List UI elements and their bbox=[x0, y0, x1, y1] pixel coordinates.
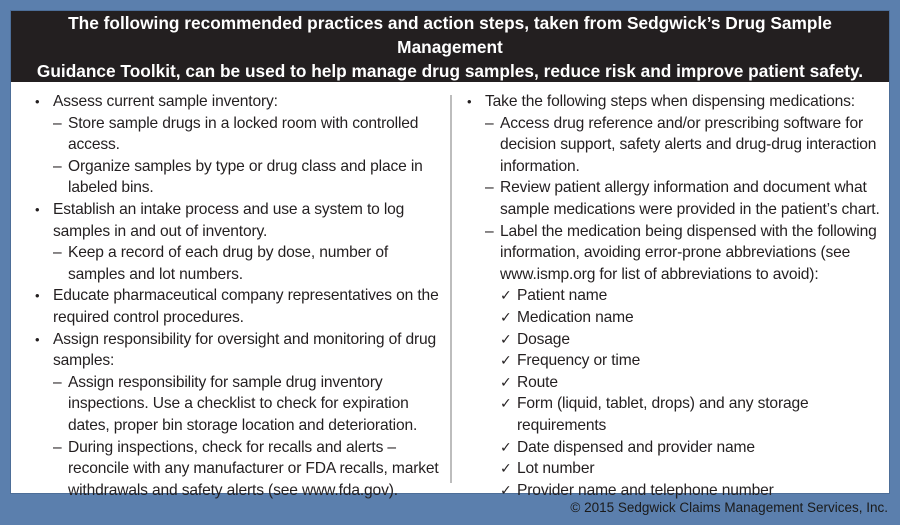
sub-item bbox=[53, 242, 445, 285]
sub-item bbox=[53, 113, 445, 156]
bullet-icon: • bbox=[35, 288, 40, 304]
checklist-item bbox=[500, 393, 882, 436]
dash-icon: – bbox=[53, 114, 62, 132]
checklist-text: Medication name bbox=[517, 308, 634, 326]
checklist-text: Dosage bbox=[517, 330, 570, 348]
sub-item bbox=[485, 113, 882, 178]
sub-item-text: Review patient allergy information and document what sample medications were provided in the patient’s chart. bbox=[500, 179, 880, 218]
sub-item-text: Label the medication being dispensed with the following information, avoiding error-prone abbreviations (see www.ismp.org for list of abbreviations to avoid): bbox=[500, 222, 877, 283]
sub-item-text: Access drug reference and/or prescribing software for decision support, safety alerts and drug-drug interaction information. bbox=[500, 114, 877, 175]
dash-icon: – bbox=[485, 222, 494, 240]
sub-item bbox=[53, 437, 445, 502]
checklist-item bbox=[500, 307, 882, 329]
right-bullet-list bbox=[457, 91, 882, 501]
checklist-item bbox=[500, 285, 882, 307]
left-bullet-list bbox=[25, 91, 445, 501]
header-line-2: Guidance Toolkit, can be used to help manage drug samples, reduce risk and improve patient safety. bbox=[36, 60, 864, 81]
sub-item-text: During inspections, check for recalls and alerts – reconcile with any manufacturer or FDA recalls, market withdrawals and safety alerts (see www.fda.gov). bbox=[68, 438, 439, 499]
check-icon: ✓ bbox=[500, 373, 512, 390]
list-item bbox=[25, 285, 445, 328]
list-item bbox=[25, 199, 445, 285]
checklist-item bbox=[500, 329, 882, 351]
column-divider bbox=[450, 95, 452, 483]
sub-item-text: Store sample drugs in a locked room with controlled access. bbox=[68, 114, 419, 154]
sub-list bbox=[485, 113, 882, 502]
list-item bbox=[457, 91, 882, 501]
sub-item bbox=[53, 156, 445, 199]
dash-icon: – bbox=[53, 373, 62, 391]
checklist-text: Date dispensed and provider name bbox=[517, 438, 755, 456]
checklist-text: Lot number bbox=[517, 460, 595, 478]
sub-item-text: Assign responsibility for sample drug inventory inspections. Use a checklist to check for expiration dates, proper bin storage location and deterioration. bbox=[68, 373, 418, 434]
header-line-1: The following recommended practices and action steps, taken from Sedgwick’s Drug Sample Management bbox=[68, 12, 832, 57]
checklist-item bbox=[500, 350, 882, 372]
sub-item-text: Keep a record of each drug by dose, number of samples and lot numbers. bbox=[68, 244, 389, 283]
check-icon: ✓ bbox=[500, 438, 512, 455]
checklist-item bbox=[500, 458, 882, 480]
dash-icon: – bbox=[485, 114, 494, 132]
bullet-icon: • bbox=[35, 201, 40, 217]
item-text: Assign responsibility for oversight and monitoring of drug samples: bbox=[53, 330, 437, 370]
right-column bbox=[457, 91, 882, 501]
check-icon: ✓ bbox=[500, 352, 512, 369]
checklist bbox=[500, 285, 882, 501]
left-column bbox=[25, 91, 445, 501]
check-icon: ✓ bbox=[500, 460, 512, 477]
checklist-text: Patient name bbox=[517, 287, 608, 305]
checklist-text: Form (liquid, tablet, drops) and any storage requirements bbox=[517, 395, 809, 434]
check-icon: ✓ bbox=[500, 395, 512, 412]
copyright-notice: © 2015 Sedgwick Claims Management Services, Inc. bbox=[570, 500, 888, 515]
sub-list bbox=[53, 242, 445, 285]
item-text: Establish an intake process and use a system to log samples in and out of inventory. bbox=[53, 200, 405, 240]
bullet-icon: • bbox=[35, 94, 40, 109]
check-icon: ✓ bbox=[500, 330, 512, 347]
check-icon: ✓ bbox=[500, 308, 512, 325]
item-text: Educate pharmaceutical company representatives on the required control procedures. bbox=[53, 287, 439, 326]
sub-item bbox=[485, 177, 882, 220]
item-text: Assess current sample inventory: bbox=[53, 93, 278, 110]
sub-item-text: Organize samples by type or drug class and place in labeled bins. bbox=[68, 157, 423, 197]
sub-list bbox=[53, 372, 445, 502]
list-item bbox=[25, 329, 445, 502]
sub-item bbox=[53, 372, 445, 437]
item-text: Take the following steps when dispensing medications: bbox=[485, 93, 855, 110]
intro-header bbox=[11, 11, 889, 82]
check-icon: ✓ bbox=[500, 481, 512, 498]
checklist-text: Route bbox=[517, 373, 558, 391]
sub-list bbox=[53, 113, 445, 199]
info-card bbox=[11, 11, 889, 499]
checklist-item bbox=[500, 437, 882, 459]
sub-item bbox=[485, 221, 882, 502]
checklist-item bbox=[500, 372, 882, 394]
dash-icon: – bbox=[485, 179, 494, 197]
dash-icon: – bbox=[53, 244, 62, 262]
bullet-icon: • bbox=[467, 94, 472, 109]
check-icon: ✓ bbox=[500, 287, 512, 304]
dash-icon: – bbox=[53, 438, 62, 456]
bullet-icon: • bbox=[35, 331, 40, 347]
dash-icon: – bbox=[53, 157, 62, 175]
list-item bbox=[25, 91, 445, 199]
checklist-text: Frequency or time bbox=[517, 352, 641, 370]
checklist-text: Provider name and telephone number bbox=[517, 481, 774, 499]
